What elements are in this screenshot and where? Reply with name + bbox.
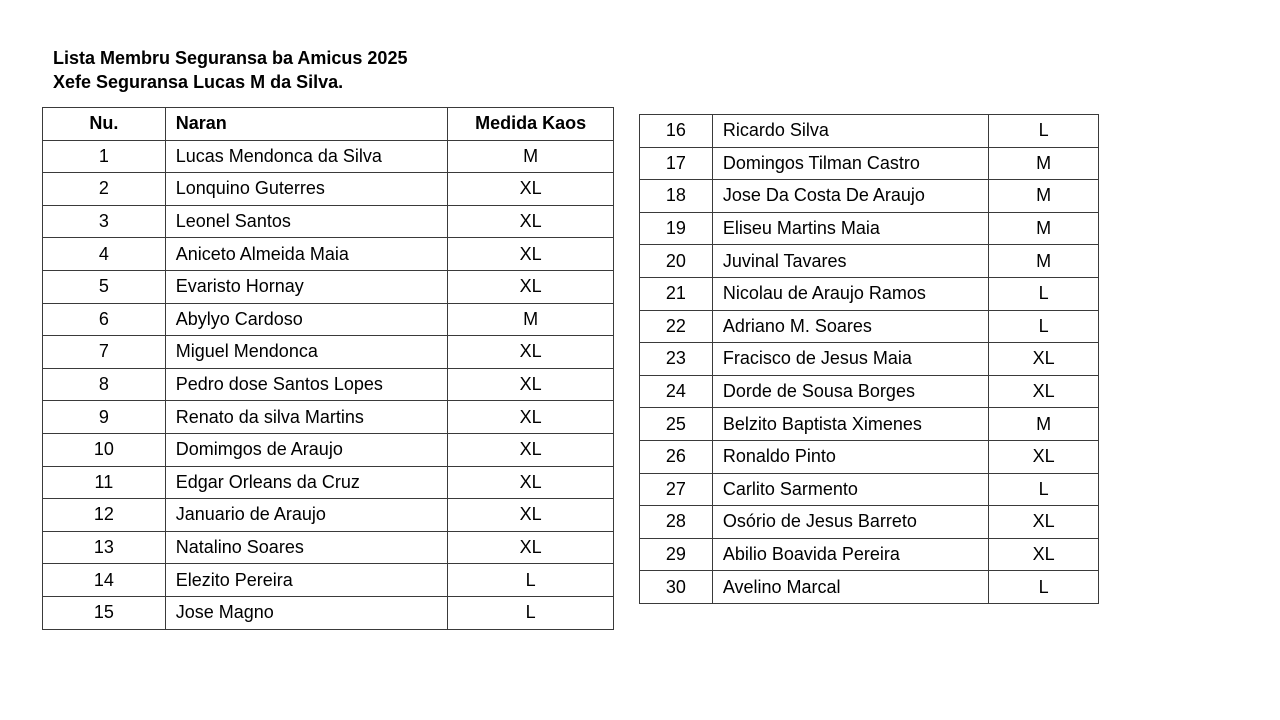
- row-name: Abylyo Cardoso: [165, 303, 448, 336]
- row-name: Osório de Jesus Barreto: [712, 506, 988, 539]
- table-row: [640, 147, 1099, 180]
- row-name: Avelino Marcal: [712, 571, 988, 604]
- row-number: 19: [640, 212, 713, 245]
- row-number: 9: [43, 401, 166, 434]
- row-number: 29: [640, 538, 713, 571]
- row-name: Jose Magno: [165, 596, 448, 629]
- row-name: Juvinal Tavares: [712, 245, 988, 278]
- row-name: Domimgos de Araujo: [165, 433, 448, 466]
- row-number: 6: [43, 303, 166, 336]
- table-header-row: [43, 108, 614, 141]
- row-number: 23: [640, 343, 713, 376]
- row-size: M: [989, 147, 1099, 180]
- table-row: [640, 310, 1099, 343]
- row-name: Fracisco de Jesus Maia: [712, 343, 988, 376]
- table-row: [640, 440, 1099, 473]
- row-size: M: [448, 140, 614, 173]
- row-name: Adriano M. Soares: [712, 310, 988, 343]
- member-table-right: [639, 114, 1099, 604]
- table-row: [43, 531, 614, 564]
- row-size: M: [989, 180, 1099, 213]
- row-name: Ricardo Silva: [712, 115, 988, 148]
- row-number: 8: [43, 368, 166, 401]
- table-row: [43, 499, 614, 532]
- row-size: XL: [448, 336, 614, 369]
- row-size: L: [989, 277, 1099, 310]
- row-number: 26: [640, 440, 713, 473]
- row-size: M: [448, 303, 614, 336]
- table-row: [640, 473, 1099, 506]
- row-size: XL: [448, 466, 614, 499]
- header-number: Nu.: [43, 108, 166, 141]
- table-row: [43, 368, 614, 401]
- row-name: Miguel Mendonca: [165, 336, 448, 369]
- table-row: [640, 115, 1099, 148]
- table-row: [43, 205, 614, 238]
- table-row: [43, 433, 614, 466]
- row-number: 21: [640, 277, 713, 310]
- header-name: Naran: [165, 108, 448, 141]
- row-number: 1: [43, 140, 166, 173]
- row-name: Eliseu Martins Maia: [712, 212, 988, 245]
- row-name: Elezito Pereira: [165, 564, 448, 597]
- table-row: [640, 538, 1099, 571]
- row-size: L: [989, 473, 1099, 506]
- row-number: 12: [43, 499, 166, 532]
- row-size: M: [989, 408, 1099, 441]
- row-number: 24: [640, 375, 713, 408]
- row-number: 27: [640, 473, 713, 506]
- table-row: [43, 401, 614, 434]
- row-number: 3: [43, 205, 166, 238]
- table-row: [43, 303, 614, 336]
- row-name: Natalino Soares: [165, 531, 448, 564]
- row-number: 5: [43, 270, 166, 303]
- table-row: [43, 596, 614, 629]
- row-name: Nicolau de Araujo Ramos: [712, 277, 988, 310]
- row-size: L: [448, 596, 614, 629]
- row-size: XL: [989, 538, 1099, 571]
- table-row: [640, 180, 1099, 213]
- row-size: L: [989, 571, 1099, 604]
- row-name: Belzito Baptista Ximenes: [712, 408, 988, 441]
- row-name: Lonquino Guterres: [165, 173, 448, 206]
- row-size: XL: [448, 173, 614, 206]
- table-row: [43, 564, 614, 597]
- row-size: XL: [448, 270, 614, 303]
- row-size: L: [989, 115, 1099, 148]
- row-name: Aniceto Almeida Maia: [165, 238, 448, 271]
- row-name: Abilio Boavida Pereira: [712, 538, 988, 571]
- row-name: Pedro dose Santos Lopes: [165, 368, 448, 401]
- row-size: XL: [989, 506, 1099, 539]
- row-name: Leonel Santos: [165, 205, 448, 238]
- row-name: Renato da silva Martins: [165, 401, 448, 434]
- table-row: [640, 277, 1099, 310]
- row-number: 18: [640, 180, 713, 213]
- row-number: 22: [640, 310, 713, 343]
- row-number: 7: [43, 336, 166, 369]
- row-name: Jose Da Costa De Araujo: [712, 180, 988, 213]
- row-number: 11: [43, 466, 166, 499]
- table-row: [640, 343, 1099, 376]
- row-size: XL: [448, 499, 614, 532]
- row-size: M: [989, 212, 1099, 245]
- row-size: L: [989, 310, 1099, 343]
- row-number: 17: [640, 147, 713, 180]
- row-number: 14: [43, 564, 166, 597]
- row-size: XL: [448, 433, 614, 466]
- document-subtitle: Xefe Seguransa Lucas M da Silva.: [53, 72, 344, 92]
- row-number: 13: [43, 531, 166, 564]
- header-size: Medida Kaos: [448, 108, 614, 141]
- row-number: 15: [43, 596, 166, 629]
- row-number: 20: [640, 245, 713, 278]
- row-name: Dorde de Sousa Borges: [712, 375, 988, 408]
- row-name: Edgar Orleans da Cruz: [165, 466, 448, 499]
- row-name: Carlito Sarmento: [712, 473, 988, 506]
- row-number: 2: [43, 173, 166, 206]
- table-row: [640, 506, 1099, 539]
- row-size: XL: [448, 531, 614, 564]
- table-row: [640, 571, 1099, 604]
- row-number: 10: [43, 433, 166, 466]
- row-size: XL: [448, 238, 614, 271]
- table-row: [43, 173, 614, 206]
- table-row: [43, 466, 614, 499]
- row-name: Januario de Araujo: [165, 499, 448, 532]
- row-number: 16: [640, 115, 713, 148]
- table-row: [43, 140, 614, 173]
- row-size: XL: [448, 401, 614, 434]
- row-size: L: [448, 564, 614, 597]
- row-number: 30: [640, 571, 713, 604]
- row-name: Evaristo Hornay: [165, 270, 448, 303]
- table-row: [43, 336, 614, 369]
- row-number: 4: [43, 238, 166, 271]
- document-title: Lista Membru Seguransa ba Amicus 2025: [53, 48, 408, 68]
- row-name: Ronaldo Pinto: [712, 440, 988, 473]
- member-table-left: [42, 107, 614, 630]
- row-size: M: [989, 245, 1099, 278]
- row-number: 28: [640, 506, 713, 539]
- row-size: XL: [448, 368, 614, 401]
- table-row: [640, 212, 1099, 245]
- row-number: 25: [640, 408, 713, 441]
- table-row: [43, 270, 614, 303]
- row-size: XL: [989, 440, 1099, 473]
- table-row: [640, 375, 1099, 408]
- table-row: [640, 245, 1099, 278]
- document-title-block: [53, 46, 407, 94]
- row-name: Domingos Tilman Castro: [712, 147, 988, 180]
- row-size: XL: [989, 343, 1099, 376]
- row-size: XL: [448, 205, 614, 238]
- row-name: Lucas Mendonca da Silva: [165, 140, 448, 173]
- table-row: [640, 408, 1099, 441]
- row-size: XL: [989, 375, 1099, 408]
- table-row: [43, 238, 614, 271]
